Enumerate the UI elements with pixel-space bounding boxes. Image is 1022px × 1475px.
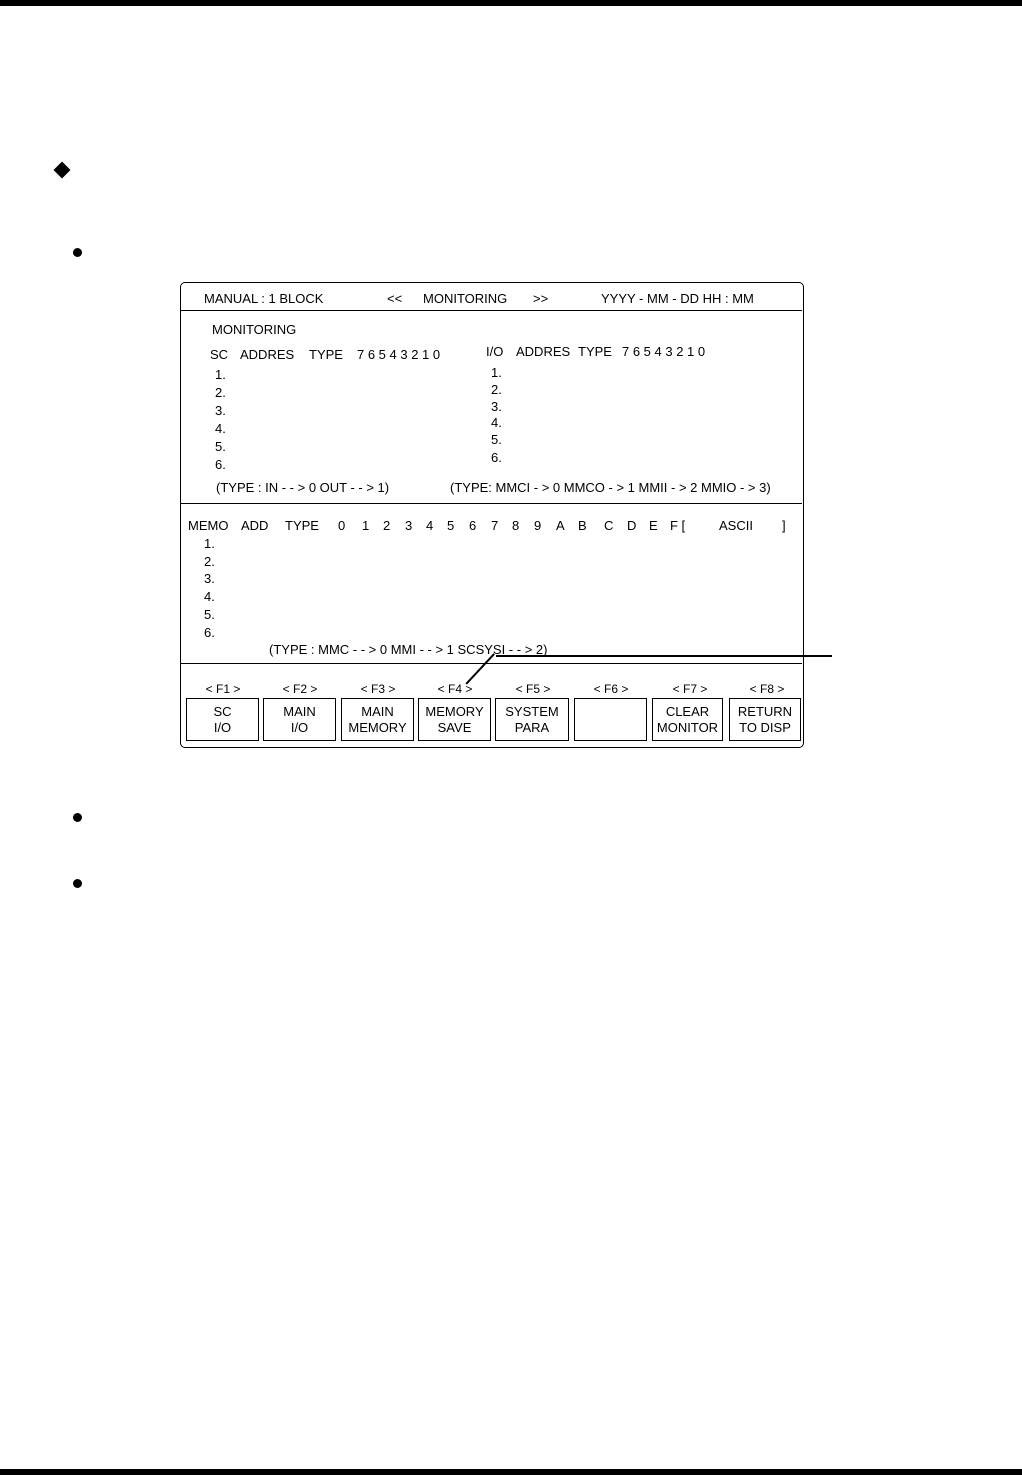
memo-row: 4.	[204, 589, 215, 604]
memo-header-type: TYPE	[285, 518, 319, 533]
monitoring-screen	[180, 282, 804, 748]
memo-row: 3.	[204, 571, 215, 586]
monitoring-section-title: MONITORING	[212, 322, 297, 337]
fkey-label-f1: < F1 >	[205, 682, 241, 696]
sc-header-bits: 7 6 5 4 3 2 1 0	[357, 347, 441, 362]
button-line: I/O	[290, 719, 309, 735]
button-line: SAVE	[437, 719, 472, 735]
io-header-bits: 7 6 5 4 3 2 1 0	[622, 344, 706, 359]
button-line: SYSTEM	[505, 703, 559, 719]
fkey-label-f7: < F7 >	[672, 682, 708, 696]
memo-header-a: A	[556, 518, 565, 533]
sc-row: 4.	[215, 421, 226, 436]
io-row: 6.	[491, 450, 502, 465]
io-row: 2.	[491, 382, 502, 397]
memo-header-5: 5	[447, 518, 455, 533]
sc-io-button[interactable]	[186, 698, 259, 741]
system-para-button[interactable]	[495, 698, 569, 741]
main-memory-button[interactable]	[341, 698, 414, 741]
diamond-bullet-icon	[54, 162, 71, 179]
memo-header-1: 1	[362, 518, 370, 533]
title-left-marker: <<	[387, 291, 403, 306]
io-type-note: (TYPE: MMCI - > 0 MMCO - > 1 MMII - > 2 MMIO - > 3)	[450, 480, 771, 495]
button-line: CLEAR	[665, 703, 710, 719]
bottom-rule	[0, 1469, 1022, 1475]
screen-title: MONITORING	[423, 291, 508, 306]
io-row: 3.	[491, 399, 502, 414]
button-line: MAIN	[361, 703, 394, 719]
sc-header-type: TYPE	[309, 347, 343, 362]
main-io-button[interactable]	[263, 698, 336, 741]
button-line: I/O	[213, 719, 232, 735]
button-line: SC	[213, 703, 232, 719]
memory-save-button[interactable]	[418, 698, 491, 741]
sc-header-sc: SC	[210, 347, 229, 362]
memo-row: 2.	[204, 554, 215, 569]
memo-header-2: 2	[383, 518, 391, 533]
fkey-label-f8: < F8 >	[749, 682, 785, 696]
memo-row: 1.	[204, 536, 215, 551]
memo-header-3: 3	[405, 518, 413, 533]
memo-header-add: ADD	[241, 518, 269, 533]
memo-header-6: 6	[469, 518, 477, 533]
header-divider	[181, 310, 802, 311]
bullet-icon	[73, 248, 82, 257]
memo-header-close: ]	[782, 518, 786, 533]
fkey-label-f3: < F3 >	[360, 682, 396, 696]
memo-header-d: D	[627, 518, 637, 533]
f6-empty-button[interactable]	[574, 698, 647, 741]
memo-header-b: B	[578, 518, 587, 533]
memo-header-4: 4	[426, 518, 434, 533]
memo-header-7: 7	[491, 518, 499, 533]
fkey-label-f2: < F2 >	[282, 682, 318, 696]
datetime: YYYY - MM - DD HH : MM	[601, 291, 754, 306]
mode-indicator: MANUAL : 1 BLOCK	[204, 291, 324, 306]
sc-row: 5.	[215, 439, 226, 454]
memo-row: 5.	[204, 607, 215, 622]
sc-header-address: ADDRES	[240, 347, 295, 362]
fkey-label-f5: < F5 >	[515, 682, 551, 696]
memo-header-memo: MEMO	[188, 518, 229, 533]
sc-row: 6.	[215, 457, 226, 472]
top-rule	[0, 0, 1022, 6]
memo-header-ascii: ASCII	[719, 518, 753, 533]
button-line: MONITOR	[656, 719, 719, 735]
monitoring-divider	[181, 503, 802, 504]
io-row: 4.	[491, 415, 502, 430]
io-row: 5.	[491, 432, 502, 447]
memo-header-0: 0	[338, 518, 346, 533]
io-header-io: I/O	[486, 344, 504, 359]
return-to-disp-button[interactable]	[729, 698, 801, 741]
memo-type-note: (TYPE : MMC - - > 0 MMI - - > 1 SCSYSI - - > 2)	[269, 642, 548, 657]
clear-monitor-button[interactable]	[652, 698, 723, 741]
title-right-marker: >>	[533, 291, 549, 306]
button-line: PARA	[514, 719, 550, 735]
io-header-address: ADDRES	[516, 344, 571, 359]
bullet-icon	[73, 879, 82, 888]
memo-header-f: F [	[670, 518, 686, 533]
memo-header-e: E	[649, 518, 658, 533]
memo-header-8: 8	[512, 518, 520, 533]
memo-row: 6.	[204, 625, 215, 640]
button-line: MEMORY	[348, 719, 407, 735]
memo-divider	[181, 663, 802, 664]
io-row: 1.	[491, 365, 502, 380]
sc-type-note: (TYPE : IN - - > 0 OUT - - > 1)	[216, 480, 390, 495]
fkey-label-f4: < F4 >	[437, 682, 473, 696]
sc-row: 1.	[215, 367, 226, 382]
sc-row: 2.	[215, 385, 226, 400]
button-line: MEMORY	[425, 703, 484, 719]
bullet-icon	[73, 813, 82, 822]
button-line: MAIN	[283, 703, 316, 719]
sc-row: 3.	[215, 403, 226, 418]
button-line: RETURN	[737, 703, 793, 719]
io-header-type: TYPE	[578, 344, 612, 359]
fkey-label-f6: < F6 >	[593, 682, 629, 696]
memo-header-c: C	[604, 518, 614, 533]
memo-header-9: 9	[534, 518, 542, 533]
button-line: TO DISP	[739, 719, 791, 735]
